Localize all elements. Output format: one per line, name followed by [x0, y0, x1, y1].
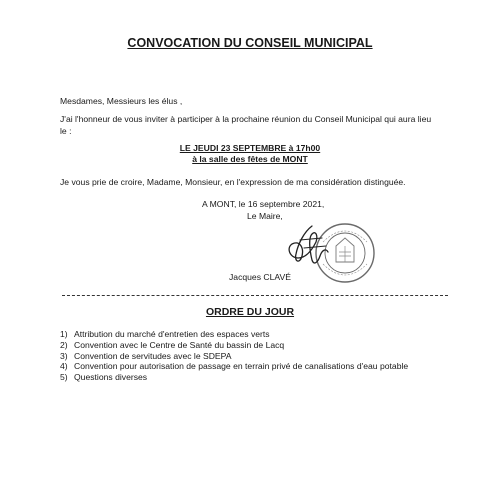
- agenda-item: 1) Attribution du marché d'entretien des espaces verts: [60, 329, 270, 339]
- signer-role: Le Maire,: [247, 211, 283, 221]
- divider: [62, 295, 448, 296]
- salutation: Mesdames, Messieurs les élus ,: [60, 96, 183, 106]
- meeting-place: à la salle des fêtes de MONT: [192, 154, 308, 164]
- agenda-item: 3) Convention de servitudes avec le SDEPA: [60, 350, 232, 361]
- agenda-item: 4) Convention pour autorisation de passage en terrain privé de canalisations d'eau potable: [60, 361, 409, 372]
- agenda-item: 5) Questions diverses: [60, 372, 148, 383]
- agenda-title: ORDRE DU JOUR: [205, 306, 295, 318]
- place-and-date: A MONT, le 16 septembre 2021,: [202, 199, 325, 209]
- agenda-item: 2) Convention avec le Centre de Santé du bassin de Lacq: [60, 339, 285, 350]
- signer-name: Jacques CLAVÉ: [229, 272, 291, 282]
- closing-formula: Je vous prie de croire, Madame, Monsieur, en l'expression de ma considération distinguée.: [60, 177, 406, 187]
- invitation-line-1: J'ai l'honneur de vous inviter à participer à la prochaine réunion du Conseil Municipal qui aura lieu: [60, 114, 432, 124]
- meeting-date: LE JEUDI 23 SEPTEMBRE à 17h00: [179, 143, 321, 153]
- signature-icon: [282, 222, 332, 270]
- invitation-line-2: le :: [60, 126, 72, 136]
- document-title: CONVOCATION DU CONSEIL MUNICIPAL: [127, 36, 373, 50]
- agenda-list: [60, 329, 408, 383]
